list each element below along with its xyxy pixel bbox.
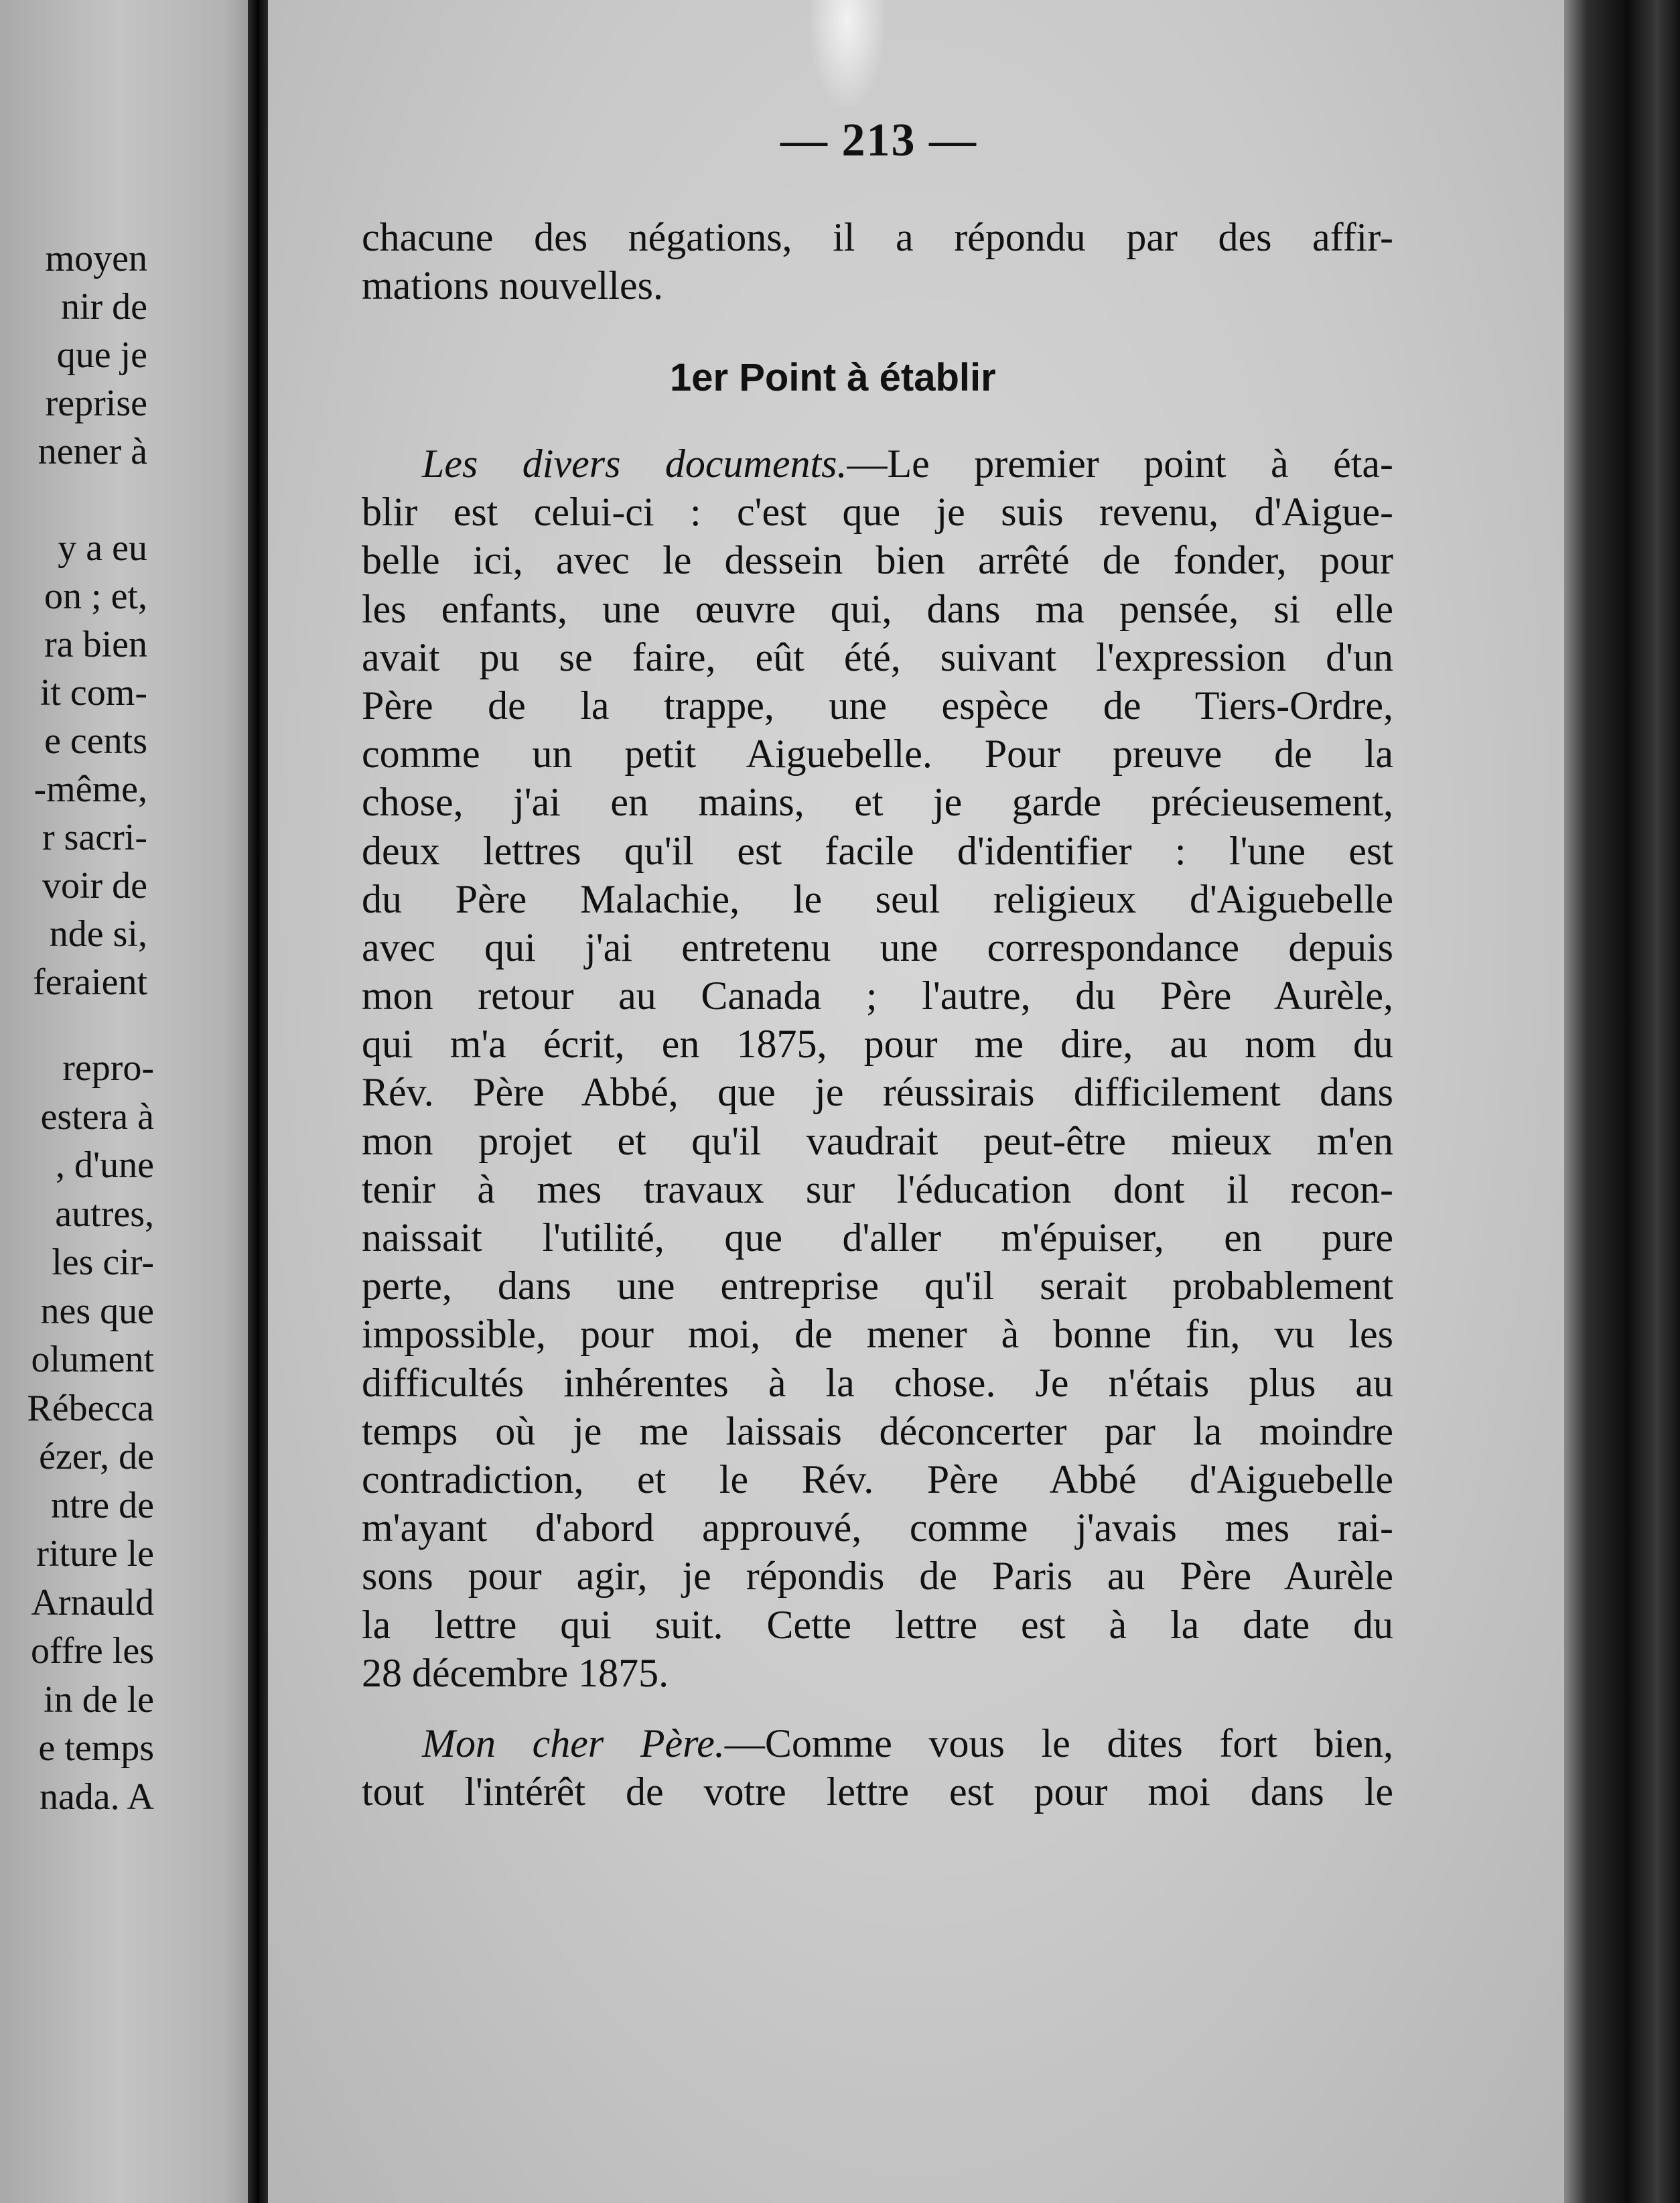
text-line: impossible, pour moi, de mener à bonne fin, vu les	[362, 1312, 1393, 1357]
previous-page-line: moyen	[45, 238, 147, 279]
previous-page-line: -même,	[33, 769, 147, 810]
previous-page-line: Arnauld	[31, 1581, 154, 1623]
text-line: mations nouvelles.	[362, 263, 663, 308]
previous-page-line: e temps	[38, 1727, 154, 1769]
text-line: 28 décembre 1875.	[362, 1650, 669, 1695]
previous-page-line: nes que	[40, 1290, 154, 1332]
previous-page-line: olument	[31, 1339, 154, 1380]
previous-page-line: Rébecca	[27, 1387, 154, 1429]
lead-rest: —Le premier point à éta-	[847, 442, 1393, 486]
paragraph	[362, 1719, 1393, 1816]
text-line: les enfants, une œuvre qui, dans ma pensée, si elle	[362, 586, 1393, 631]
previous-page-line: in de le	[44, 1678, 154, 1721]
previous-page-line: riture le	[36, 1533, 154, 1575]
previous-page-line: on ; et,	[44, 576, 147, 617]
previous-page-line: e cents	[44, 720, 147, 762]
previous-page-line: it com-	[40, 672, 147, 714]
previous-page-line: les cir-	[52, 1242, 154, 1283]
text-line: Père de la trappe, une espèce de Tiers-Ordre,	[362, 683, 1393, 728]
previous-page-line: autres,	[55, 1193, 154, 1235]
text-line: la lettre qui suit. Cette lettre est à la date du	[362, 1602, 1393, 1647]
text-line: difficultés inhérentes à la chose. Je n'étais plus au	[362, 1360, 1393, 1405]
text-line: tout l'intérêt de votre lettre est pour moi dans le	[362, 1770, 1393, 1814]
previous-page-line: nde si,	[49, 913, 147, 955]
text-line: Rév. Père Abbé, que je réussirais difficilement dans	[362, 1070, 1393, 1115]
text-line: chacune des négations, il a répondu par des affir-	[362, 215, 1393, 259]
previous-page-line: estera à	[40, 1095, 154, 1138]
text-line: perte, dans une entreprise qu'il serait probablement	[362, 1264, 1393, 1309]
book-gutter	[248, 0, 268, 2203]
text-line	[362, 440, 1393, 488]
previous-page-text-lower	[0, 1044, 154, 1821]
previous-page-line: ntre de	[51, 1484, 154, 1526]
previous-page-line: nada. A	[39, 1776, 154, 1818]
previous-page-line: nir de	[60, 286, 147, 328]
text-line: blir est celui-ci : c'est que je suis revenu, d'Aigue-	[362, 490, 1393, 535]
previous-page-line: , d'une	[56, 1144, 154, 1186]
text-line: m'ayant d'abord approuvé, comme j'avais mes rai-	[362, 1506, 1393, 1550]
text-line: sons pour agir, je répondis de Paris au Père Aurèle	[362, 1554, 1393, 1599]
text-line: avec qui j'ai entretenu une correspondance depuis	[362, 925, 1393, 970]
previous-page-line: reprise	[45, 383, 147, 424]
text-line: chose, j'ai en mains, et je garde précieusement,	[362, 780, 1393, 825]
text-line	[362, 1719, 1393, 1767]
lead-rest: —Comme vous le dites fort bien,	[724, 1721, 1393, 1765]
previous-page-line: que je	[56, 334, 147, 376]
previous-page-line: feraient	[33, 961, 147, 1003]
text-line: contradiction, et le Rév. Père Abbé d'Aiguebelle	[362, 1457, 1393, 1501]
page-edge-shadow	[1564, 0, 1680, 2203]
text-line: qui m'a écrit, en 1875, pour me dire, au nom du	[362, 1022, 1393, 1067]
text-line: mon projet et qu'il vaudrait peut-être mieux m'en	[362, 1118, 1393, 1163]
previous-page-line: r sacri-	[42, 817, 147, 858]
previous-page-line: repro-	[62, 1047, 154, 1089]
previous-page-line: y a eu	[58, 527, 147, 569]
text-line: avait pu se faire, eût été, suivant l'expression d'un	[362, 635, 1393, 679]
previous-page-line	[0, 476, 147, 524]
text-line: temps où je me laissais déconcerter par la moindre	[362, 1408, 1393, 1453]
text-line: comme un petit Aiguebelle. Pour preuve de la	[362, 732, 1393, 777]
paragraph	[362, 213, 1393, 310]
text-line: belle ici, avec le dessein bien arrêté de fonder, pour	[362, 538, 1393, 583]
previous-page-text	[0, 235, 147, 1006]
italic-lead: Mon cher Père.	[422, 1721, 725, 1765]
previous-page-line: offre les	[31, 1630, 154, 1672]
text-line: naissait l'utilité, que d'aller m'épuiser, en pure	[362, 1215, 1393, 1260]
text-line: tenir à mes travaux sur l'éducation dont il recon-	[362, 1166, 1393, 1211]
page-tear	[811, 0, 884, 107]
italic-lead: Les divers documents.	[422, 442, 847, 486]
text-line: mon retour au Canada ; l'autre, du Père Aurèle,	[362, 974, 1393, 1018]
previous-page-line: ézer, de	[39, 1436, 154, 1477]
page-number: — 213 —	[780, 115, 977, 166]
previous-page-line: ra bien	[44, 624, 147, 665]
paragraph	[362, 440, 1393, 1697]
text-line: deux lettres qu'il est facile d'identifier : l'une est	[362, 828, 1393, 873]
section-heading: 1er Point à établir	[670, 356, 996, 399]
previous-page	[0, 0, 265, 2203]
text-line: du Père Malachie, le seul religieux d'Aiguebelle	[362, 876, 1393, 921]
previous-page-line: voir de	[42, 865, 147, 907]
previous-page-line: nener à	[38, 431, 147, 472]
